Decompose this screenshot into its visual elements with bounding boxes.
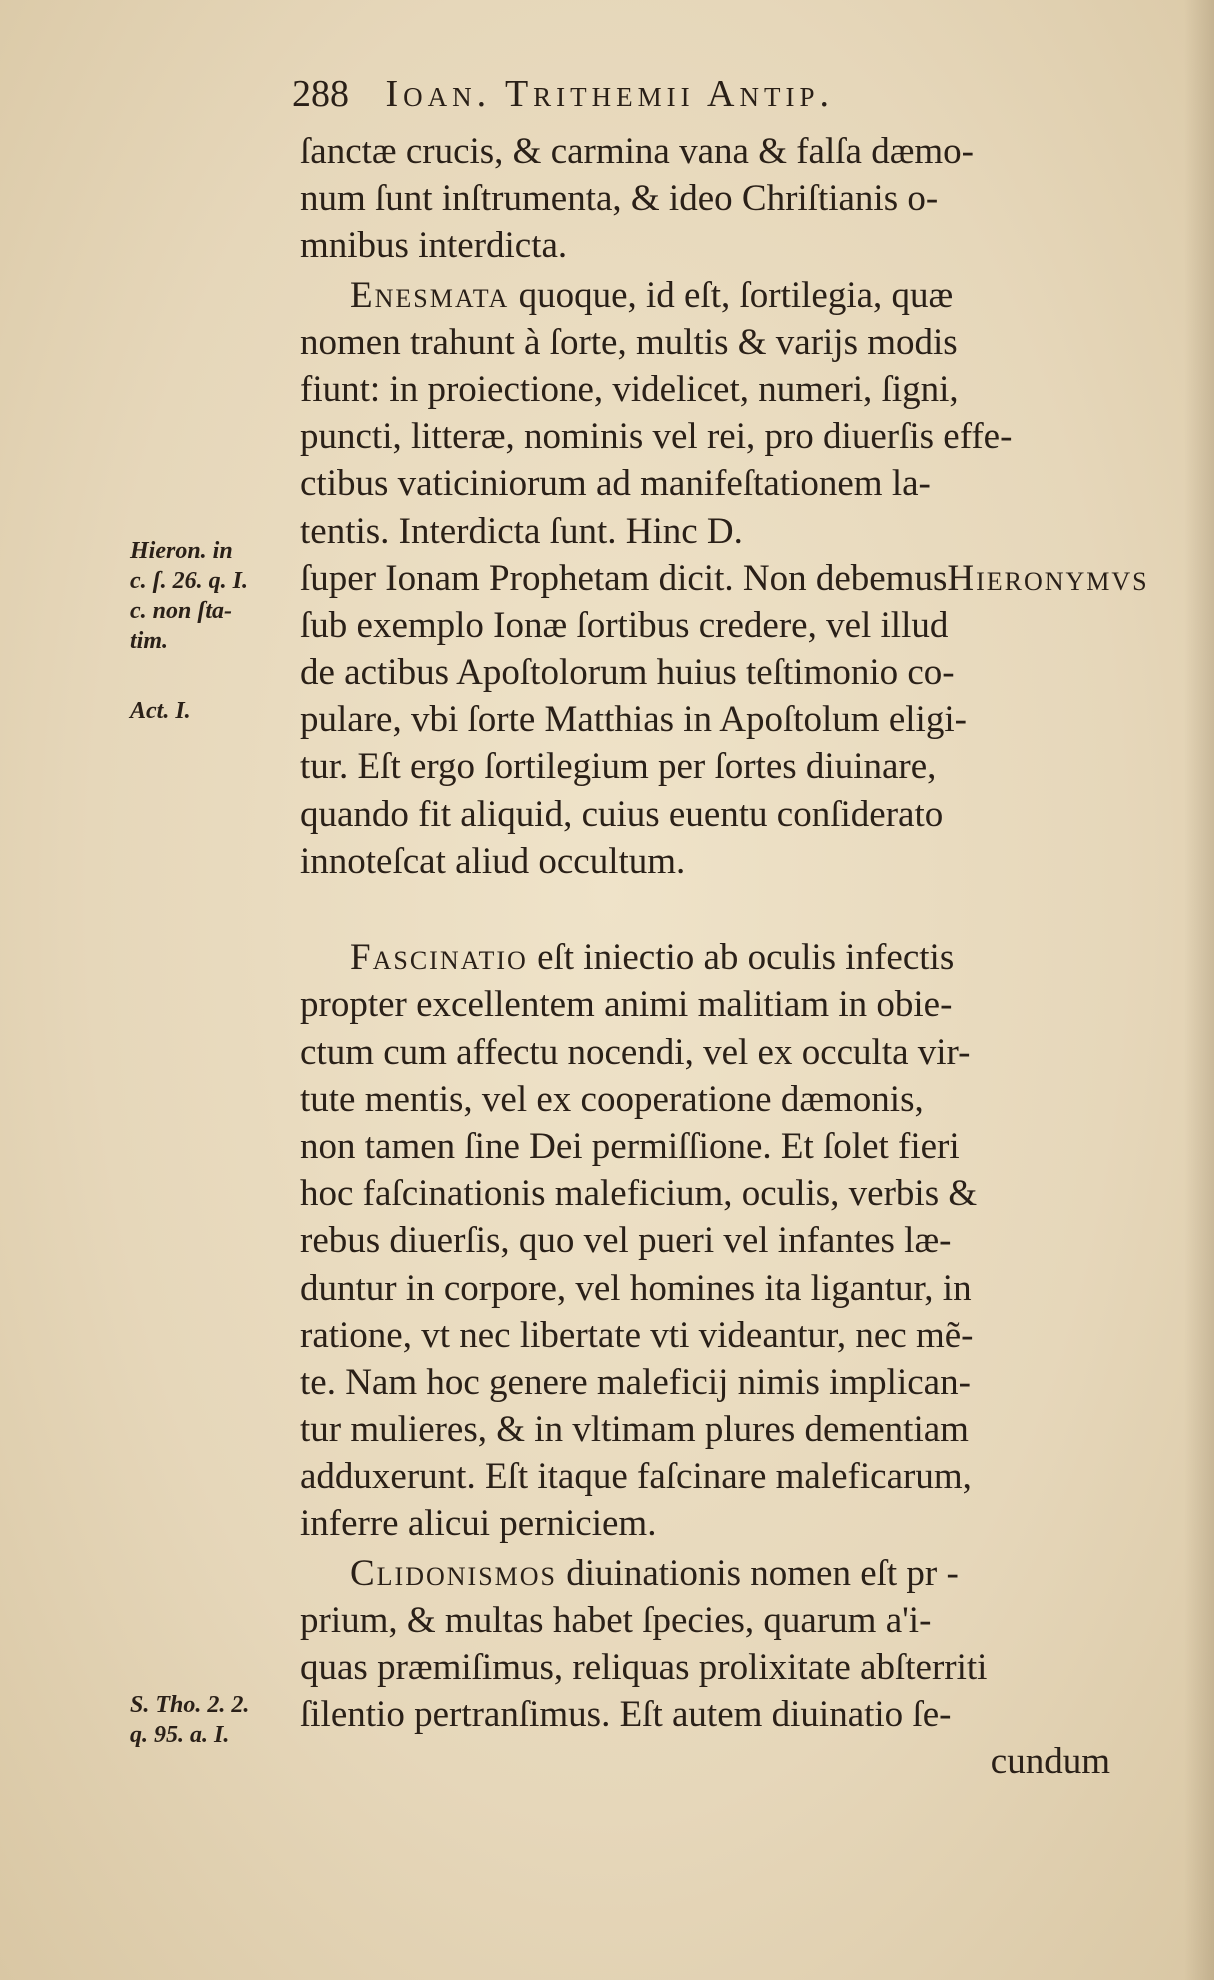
paragraph-lead-line xyxy=(300,1550,1120,1597)
text-line: hoc faſcinationis maleficium, oculis, verbis & xyxy=(300,1173,978,1215)
running-header xyxy=(292,72,1052,120)
margin-note-line: Hieron. in xyxy=(130,538,233,564)
text-line: prium, & multas habet ſpecies, quarum a'i- xyxy=(300,1599,932,1641)
margin-note-line: S. Tho. 2. 2. xyxy=(130,1692,250,1718)
text-line: fiunt: in proiectione, videlicet, numeri, ſigni, xyxy=(300,368,959,410)
text-run: quoque, id eſt, ſortilegia, quæ xyxy=(509,274,954,316)
body-text xyxy=(300,128,1149,1786)
text-line: ſub exemplo Ionæ ſortibus credere, vel illud xyxy=(300,604,949,646)
text-line xyxy=(300,555,1149,602)
paragraph-lead-line xyxy=(300,272,1120,319)
text-line: innoteſcat aliud occultum. xyxy=(300,840,686,882)
margin-note-acts xyxy=(130,696,295,726)
paragraph-lead-word: Enesmata xyxy=(350,274,510,316)
running-title: Ioan. Trithemii Antip. xyxy=(385,73,834,115)
text-line: duntur in corpore, vel homines ita ligantur, in xyxy=(300,1267,972,1309)
text-line: ctibus vaticiniorum ad manifeſtationem la- xyxy=(300,463,931,505)
margin-note-hieronymus xyxy=(130,536,295,656)
text-line: te. Nam hoc genere maleficij nimis implican- xyxy=(300,1361,971,1403)
text-line: tur. Eſt ergo ſortilegium per ſortes diuinare, xyxy=(300,746,937,788)
text-run: diuinationis nomen eſt pr - xyxy=(557,1552,959,1594)
text-run: eſt iniectio ab oculis infectis xyxy=(527,937,955,979)
text-line: tentis. Interdicta ſunt. Hinc D. xyxy=(300,510,743,552)
text-line: de actibus Apoſtolorum huius teſtimonio co- xyxy=(300,652,955,694)
margin-note-thomas xyxy=(130,1690,295,1750)
text-line: quas præmiſimus, reliquas prolixitate abſterriti xyxy=(300,1647,988,1688)
text-line: ſanctæ crucis, & carmina vana & falſa dæmo- xyxy=(300,131,974,172)
text-line: non tamen ſine Dei permiſſione. Et ſolet fieri xyxy=(300,1125,960,1167)
text-line: propter excellentem animi malitiam in obie- xyxy=(300,984,953,1026)
text-line: inferre alicui perniciem. xyxy=(300,1503,657,1545)
paragraph-lead-line xyxy=(300,934,1120,981)
text-line: mnibus interdicta. xyxy=(300,225,568,267)
small-caps-name: Hieronymvs xyxy=(947,557,1149,599)
text-line: ratione, vt nec libertate vti videantur, nec mẽ- xyxy=(300,1314,974,1356)
page-edge-shadow xyxy=(1184,0,1214,1980)
text-line: ſilentio pertranſimus. Eſt autem diuinatio ſe- xyxy=(300,1694,952,1736)
text-line: adduxerunt. Eſt itaque faſcinare maleficarum, xyxy=(300,1456,972,1498)
margin-note-line: tim. xyxy=(130,628,169,654)
text-line: puncti, litteræ, nominis vel rei, pro diuerſis effe- xyxy=(300,416,1013,458)
text-run: ſuper Ionam Prophetam dicit. Non debemus xyxy=(300,557,948,599)
page-number: 288 xyxy=(292,73,349,115)
text-line: tute mentis, vel ex cooperatione dæmonis, xyxy=(300,1078,924,1120)
catchword: cundum xyxy=(990,1741,1110,1783)
margin-note-line: q. 95. a. I. xyxy=(130,1722,230,1748)
text-line: pulare, vbi ſorte Matthias in Apoſtolum eligi- xyxy=(300,699,967,741)
text-line: tur mulieres, & in vltimam plures dementiam xyxy=(300,1409,969,1451)
text-line: ctum cum affectu nocendi, vel ex occulta vir- xyxy=(300,1031,971,1073)
text-line: nomen trahunt à ſorte, multis & varijs modis xyxy=(300,321,958,363)
margin-note-line: c. non ſta- xyxy=(130,598,232,624)
paragraph-lead-word: Fascinatio xyxy=(350,937,528,979)
text-line xyxy=(300,885,1120,932)
text-line: num ſunt inſtrumenta, & ideo Chriſtianis o- xyxy=(300,178,939,220)
text-line: quando fit aliquid, cuius euentu conſiderato xyxy=(300,793,944,835)
margin-note-line: Act. I. xyxy=(130,698,191,724)
text-line: rebus diuerſis, quo vel pueri vel infantes læ- xyxy=(300,1220,952,1262)
paragraph-lead-word: Clidonismos xyxy=(350,1552,558,1594)
margin-note-line: c. ſ. 26. q. I. xyxy=(130,568,248,594)
